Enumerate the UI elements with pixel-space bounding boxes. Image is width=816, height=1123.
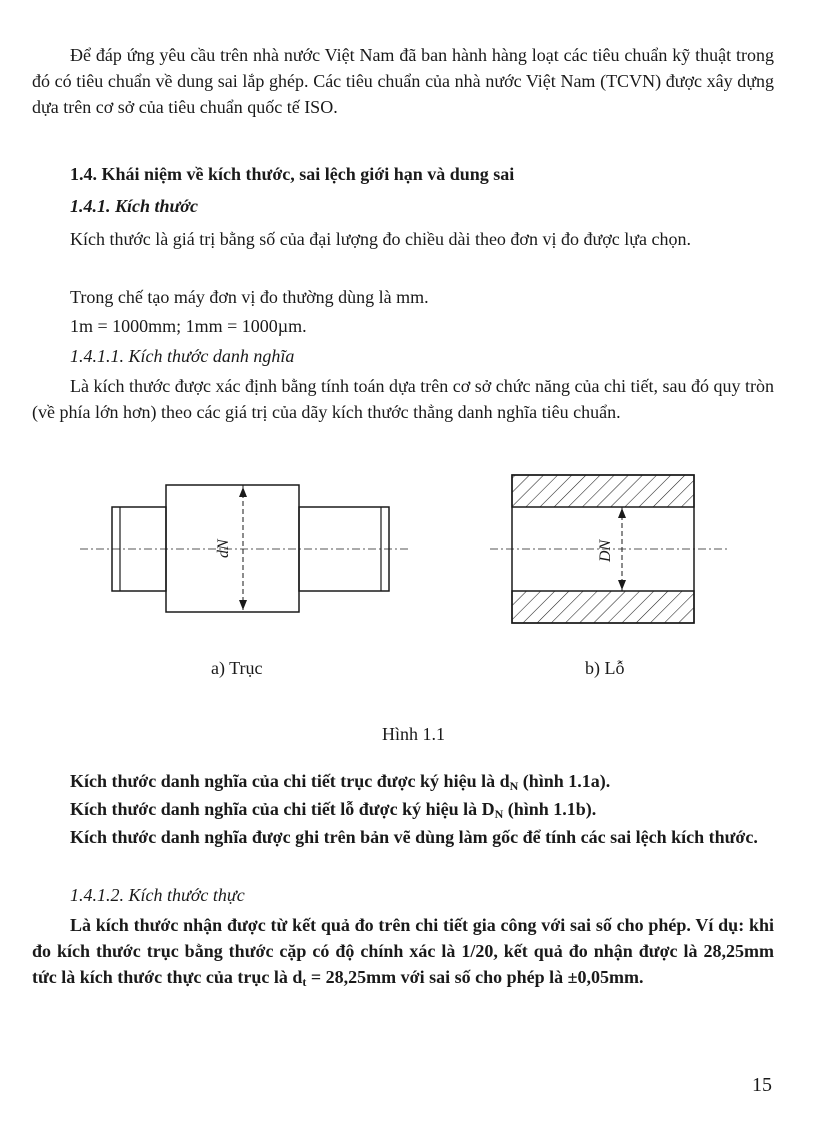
actual-size-paragraph	[32, 912, 774, 995]
shaft-dim-arrow-bottom	[239, 600, 247, 610]
caption-shaft: a) Trục	[211, 658, 263, 678]
section-heading-1-4-1: 1.4.1. Kích thước	[70, 196, 198, 216]
shaft-drawing	[80, 485, 410, 612]
hole-notation-paragraph	[32, 796, 774, 827]
unit-conversion-paragraph: 1m = 1000mm; 1mm = 1000µm.	[70, 316, 307, 336]
size-definition-paragraph: Kích thước là giá trị bằng số của đại lượng đo chiều dài theo đơn vị đo được lựa chọn.	[70, 229, 691, 249]
shaft-notation-tail: (hình 1.1a).	[518, 771, 611, 791]
hole-notation-subscript: N	[494, 807, 504, 821]
figure-title: Hình 1.1	[382, 724, 445, 744]
hole-dimension-label	[598, 540, 614, 562]
drawing-basis-paragraph: Kích thước danh nghĩa được ghi trên bản vẽ dùng làm gốc để tính các sai lệch kích thước.	[70, 827, 758, 847]
section-heading-1-4-1-1: 1.4.1.1. Kích thước danh nghĩa	[70, 346, 295, 366]
nominal-size-paragraph: Là kích thước được xác định bằng tính toán dựa trên cơ sở chức năng của chi tiết, sau đó quy tròn (về phía lớn hơn) theo các giá trị của dãy kích thước thẳng danh nghĩa tiêu chuẩn.	[32, 376, 774, 422]
hole-notation-text: Kích thước danh nghĩa của chi tiết lỗ được ký hiệu là D	[70, 799, 495, 819]
intro-paragraph: Để đáp ứng yêu cầu trên nhà nước Việt Nam đã ban hành hàng loạt các tiêu chuẩn kỹ thuật trong đó có tiêu chuẩn về dung sai lắp ghép. Các tiêu chuẩn của nhà nước Việt Nam (TCVN) được xây dựng dựa trên cơ sở của tiêu chuẩn quốc tế ISO.	[32, 45, 774, 117]
shaft-dim-arrow-top	[239, 487, 247, 497]
shaft-dimension-label	[216, 539, 232, 558]
hole-wall-bottom	[512, 591, 694, 623]
hole-dimension-text: DN	[597, 539, 614, 562]
section-heading-1-4: 1.4. Khái niệm về kích thước, sai lệch giới hạn và dung sai	[70, 164, 515, 184]
unit-paragraph: Trong chế tạo máy đơn vị đo thường dùng là mm.	[70, 287, 429, 307]
actual-size-text: Là kích thước nhận được từ kết quả đo trên chi tiết gia công với sai số cho phép. Ví dụ: khi đo kích thước trục bằng thước cặp có độ chính xác là 1/20, kết quả đo nhận được là 28,25mm tức là kích thước thực của trục là d	[32, 915, 774, 987]
hole-notation-tail: (hình 1.1b).	[503, 799, 597, 819]
hole-wall-top	[512, 475, 694, 507]
shaft-dimension-text: dN	[215, 539, 232, 558]
figure-1-1	[0, 455, 816, 755]
actual-size-subscript: t	[302, 975, 307, 989]
hole-dim-arrow-top	[618, 508, 626, 518]
page-number: 15	[752, 1074, 772, 1096]
caption-hole: b) Lỗ	[585, 658, 625, 678]
shaft-notation-text: Kích thước danh nghĩa của chi tiết trục được ký hiệu là d	[70, 771, 510, 791]
shaft-notation-paragraph	[32, 768, 774, 799]
actual-size-tail: = 28,25mm với sai số cho phép là ±0,05mm.	[306, 967, 644, 987]
shaft-notation-subscript: N	[509, 779, 519, 793]
hole-dim-arrow-bottom	[618, 580, 626, 590]
section-heading-1-4-1-2: 1.4.1.2. Kích thước thực	[70, 885, 245, 905]
